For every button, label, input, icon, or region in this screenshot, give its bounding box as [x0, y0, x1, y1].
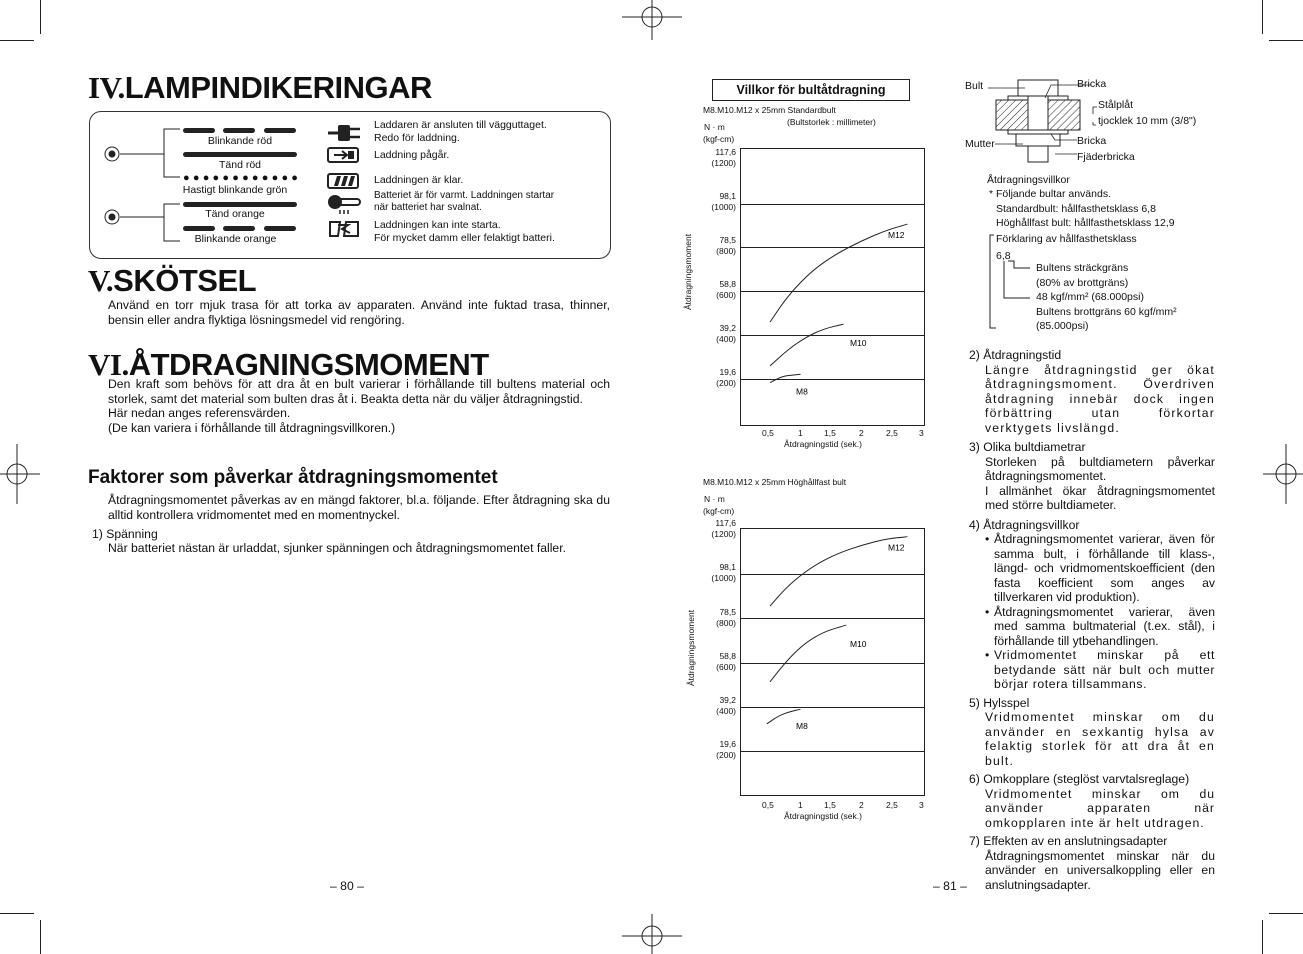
- care-text: Använd en torr mjuk trasa för att torka av apparaten. Använd inte fuktad trasa, thinner, bensin eller andra flyktiga lösningsmedel vid rengöring.: [108, 298, 610, 327]
- thermometer-icon: [326, 192, 362, 216]
- y-tick: 98,1: [719, 562, 736, 572]
- item-text: Vridmomentet minskar om du använder en sexkantig hylsa av felaktig storlek för att dra åt en bult.: [985, 710, 1215, 768]
- y-tick-labels: [700, 518, 736, 783]
- blink-segment: [264, 128, 296, 133]
- x-tick: 1,5: [824, 800, 836, 810]
- legend-left-label: Tänd röd: [218, 159, 262, 171]
- item-title: 7) Effekten av en anslutningsadapter: [969, 834, 1168, 848]
- registration-mark: [1263, 444, 1303, 514]
- registration-mark: [616, 914, 688, 954]
- text-line: (80% av brottgräns): [1036, 276, 1129, 289]
- legend-right-text: Laddning pågår.: [374, 149, 450, 161]
- item-title: 3) Olika bultdiametrar: [969, 440, 1086, 454]
- blink-segment: [264, 226, 296, 231]
- x-tick: 1: [798, 428, 803, 438]
- text-line: Laddningen kan inte starta.: [374, 219, 501, 231]
- y-tick: 19,6: [719, 739, 736, 749]
- class-explanation: [1036, 261, 1177, 334]
- class-value: 6,8: [996, 250, 1011, 262]
- legend-left-label: Hastigt blinkande grön: [182, 184, 288, 196]
- label-tjocklek: tjocklek 10 mm (3/8"): [1098, 115, 1197, 127]
- y-tick: (400): [716, 334, 736, 344]
- series-line-m8: [770, 374, 801, 382]
- text-line: när batteriet har svalnat.: [374, 202, 482, 213]
- series-label-m8: M8: [796, 721, 808, 732]
- series-line-m10: [770, 324, 843, 366]
- y-tick: 117,6: [715, 518, 736, 528]
- item-text: Storleken på bultdiametern påverkar åtdragningsmomentet.: [985, 454, 1215, 483]
- y-tick: (600): [716, 662, 736, 672]
- text-line: Redo för laddning.: [374, 132, 460, 144]
- label-bricka: Bricka: [1077, 135, 1107, 147]
- section-title: LAMPINDIKERINGAR: [124, 70, 432, 105]
- label-mutter: Mutter: [965, 138, 995, 150]
- section-5-heading: [88, 263, 256, 299]
- y-unit: N · m: [704, 494, 725, 504]
- label-fjaderbricka: Fjäderbricka: [1077, 151, 1135, 163]
- section-title: ÅTDRAGNINGSMOMENT: [128, 347, 489, 382]
- registration-mark: [616, 0, 688, 40]
- x-tick: 1: [798, 800, 803, 810]
- y-tick: (600): [716, 290, 736, 300]
- x-tick: 2,5: [886, 800, 898, 810]
- paragraph: Den kraft som behövs för att dra åt en bult varierar i förhållande till bultens material och storlek, samt det material som bulten dras åt i. Beakta detta när du väljer åtdragningstid.: [108, 377, 610, 406]
- y-tick: (400): [716, 706, 736, 716]
- blink-segment: [223, 226, 255, 231]
- series-line-m10: [770, 625, 847, 682]
- plug-icon: [326, 122, 362, 144]
- conditions-title: Åtdragningsvillkor: [987, 174, 1070, 186]
- label-stalplat: Stålplåt: [1098, 99, 1134, 111]
- text-line: 48 kgf/mm² (68.000psi): [1036, 291, 1144, 303]
- factor-1-title: 1) Spänning: [92, 527, 158, 541]
- x-tick: 0,5: [762, 800, 774, 810]
- y-axis-label: Åtdragningsmoment: [683, 233, 693, 310]
- y-tick: 58,8: [719, 651, 736, 661]
- text-line: Bultens brottgräns 60 kgf/mm²: [1036, 305, 1177, 318]
- y-unit-kgf: (kgf-cm): [703, 134, 735, 144]
- y-tick: 78,5: [719, 235, 736, 245]
- y-tick: (1000): [711, 573, 736, 583]
- section-title: SKÖTSEL: [113, 263, 257, 298]
- y-tick: (800): [716, 618, 736, 628]
- chart-1-caption: M8.M10.M12 x 25mm Standardbult: [703, 105, 836, 115]
- series-label-m12: M12: [888, 230, 905, 241]
- x-axis-label: Åtdragningstid (sek.): [784, 811, 862, 821]
- legend-left-label: Tänd orange: [205, 208, 265, 220]
- x-tick: 2,5: [886, 428, 898, 438]
- y-axis-label: Åtdragningsmoment: [686, 609, 696, 686]
- page-number-right: – 81 –: [933, 879, 967, 893]
- page-number-left: – 80 –: [330, 879, 364, 893]
- item-text: I allmänhet ökar åtdragningsmomentet med större bultdiameter.: [985, 483, 1215, 512]
- blink-segment: [183, 128, 215, 133]
- section-4-heading: [88, 70, 432, 106]
- condition-line: * Följande bultar används.: [989, 188, 1111, 200]
- factors-intro: Åtdragningsmomentet påverkas av en mängd faktorer, bl.a. följande. Efter åtdragning ska du alltid kontrollera vridmomentet med en momentnyckel.: [108, 493, 610, 522]
- factor-list: [969, 348, 1215, 892]
- y-tick: (200): [716, 378, 736, 388]
- bullet-item: • Vridmomentet minskar på ett betydande sätt när bult och mutter börjar rotera tillsammans.: [985, 648, 1215, 691]
- label-bricka: Bricka: [1077, 78, 1107, 90]
- y-tick: 117,6: [715, 147, 736, 157]
- label-bult: Bult: [965, 80, 984, 92]
- text-line: För mycket damm eller felaktigt batteri.: [374, 232, 555, 244]
- series-label-m10: M10: [850, 338, 867, 349]
- section-number: IV.: [88, 70, 125, 105]
- charging-icon: [326, 146, 362, 164]
- factor-1-text: När batteriet nästan är urladdat, sjunker spänningen och åtdragningsmomentet faller.: [108, 541, 566, 555]
- y-tick-labels: [700, 147, 736, 411]
- paragraph: Här nedan anges referensvärden.: [108, 406, 291, 420]
- series-label-m10: M10: [850, 639, 867, 650]
- text-line: Bultens sträckgräns: [1036, 262, 1129, 274]
- bullet-text: Åtdragningsmomentet varierar, även för samma bult, i förhållande till klass-, längd- och vridmomentskoefficient (den fasta koefficient som anges av tillverkaren vid produktion).: [994, 532, 1215, 604]
- y-tick: 39,2: [719, 695, 736, 705]
- series-label-m12: M12: [888, 542, 905, 553]
- condition-line: Höghållfast bult: hållfasthetsklass 12,9: [996, 217, 1175, 229]
- rapid-blink-dots: ●●●●●●●●●●●●: [183, 172, 302, 184]
- legend-right-text: Laddningen är klar.: [374, 174, 464, 186]
- item-title: 2) Åtdragningstid: [969, 348, 1062, 362]
- chart-2-caption: M8.M10.M12 x 25mm Höghållfast bult: [703, 477, 847, 487]
- chart-section-title: Villkor för bultåtdragning: [712, 79, 910, 101]
- y-tick: 78,5: [719, 607, 736, 617]
- item-text: Längre åtdragningstid ger ökat åtdragningsmoment. Överdriven åtdragning innebär dock ingen förbättring utan förkortar verktygets livslängd.: [985, 362, 1215, 435]
- legend-left-label: Blinkande röd: [207, 135, 273, 147]
- series-label-m8: M8: [796, 386, 808, 397]
- steady-bar: [183, 152, 297, 157]
- section-number: V.: [88, 263, 114, 298]
- x-tick: 3: [919, 800, 924, 810]
- text-line: (85.000psi): [1036, 320, 1089, 332]
- y-tick: (1000): [711, 202, 736, 212]
- torque-intro: [108, 377, 610, 435]
- bolt-diagram-leaders: [985, 80, 1115, 160]
- y-tick: 19,6: [719, 367, 736, 377]
- x-tick: 3: [919, 428, 924, 438]
- y-tick: (200): [716, 750, 736, 760]
- battery-error-icon: [326, 219, 362, 239]
- text-line: Batteriet är för varmt. Laddningen startar: [374, 190, 555, 201]
- x-tick: 2: [859, 800, 864, 810]
- y-unit-kgf: (kgf-cm): [703, 506, 735, 516]
- registration-mark: [0, 444, 40, 514]
- legend-left-label: Blinkande orange: [194, 233, 277, 245]
- explanation-title: Förklaring av hållfasthetsklass: [996, 233, 1137, 245]
- y-tick: 58,8: [719, 279, 736, 289]
- bullet-item: • Åtdragningsmomentet varierar, även för samma bult, i förhållande till klass-, längd- och vridmomentskoefficient (den fasta koefficient som anges av tillverkaren vid produktion).: [985, 532, 1215, 604]
- section-number: VI.: [88, 347, 129, 382]
- chart-1-subcaption: (Bultstorlek : millimeter): [787, 117, 876, 127]
- x-axis-label: Åtdragningstid (sek.): [784, 439, 862, 449]
- battery-full-icon: [326, 172, 362, 190]
- factors-heading: Faktorer som påverkar åtdragningsmomentet: [88, 467, 498, 488]
- chart-1-lines: [740, 148, 924, 425]
- blink-segment: [223, 128, 255, 133]
- condition-line: Standardbult: hållfasthetsklass 6,8: [996, 203, 1156, 215]
- y-unit: N · m: [704, 122, 725, 132]
- y-tick: 98,1: [719, 191, 736, 201]
- y-tick: (1200): [711, 158, 736, 168]
- x-tick: 0,5: [762, 428, 774, 438]
- steady-bar: [183, 202, 297, 207]
- legend-right-text: [374, 190, 554, 214]
- item-title: 4) Åtdragningsvillkor: [969, 517, 1080, 532]
- item-title: 5) Hylsspel: [969, 695, 1030, 710]
- text-line: Laddaren är ansluten till vägguttaget.: [374, 119, 547, 131]
- item-text: Vridmomentet minskar om du använder apparaten när omkopplaren inte är helt utdragen.: [985, 786, 1215, 830]
- blink-segment: [183, 226, 215, 231]
- item-text: Åtdragningsmomentet minskar när du använder en universalkoppling eller en anslutningsadapter.: [985, 848, 1215, 892]
- legend-right-text: [374, 119, 547, 145]
- bullet-text: Vridmomentet minskar på ett betydande sätt när bult och mutter börjar rotera tillsammans.: [994, 648, 1215, 691]
- x-tick: 2: [859, 428, 864, 438]
- y-tick: 39,2: [719, 323, 736, 333]
- y-tick: (800): [716, 246, 736, 256]
- x-tick: 1,5: [824, 428, 836, 438]
- item-title: 6) Omkopplare (steglöst varvtalsreglage): [969, 772, 1190, 786]
- paragraph: (De kan variera i förhållande till åtdragningsvillkoren.): [108, 420, 396, 435]
- y-tick: (1200): [711, 529, 736, 539]
- legend-right-text: [374, 219, 555, 245]
- bullet-text: Åtdragningsmomentet varierar, även med samma bultmaterial (t.ex. stål), i förhållande till ytbehandlingen.: [994, 604, 1215, 648]
- bullet-item: • Åtdragningsmomentet varierar, även med samma bultmaterial (t.ex. stål), i förhållande till ytbehandlingen.: [985, 604, 1215, 648]
- chart-2-lines: [740, 528, 924, 795]
